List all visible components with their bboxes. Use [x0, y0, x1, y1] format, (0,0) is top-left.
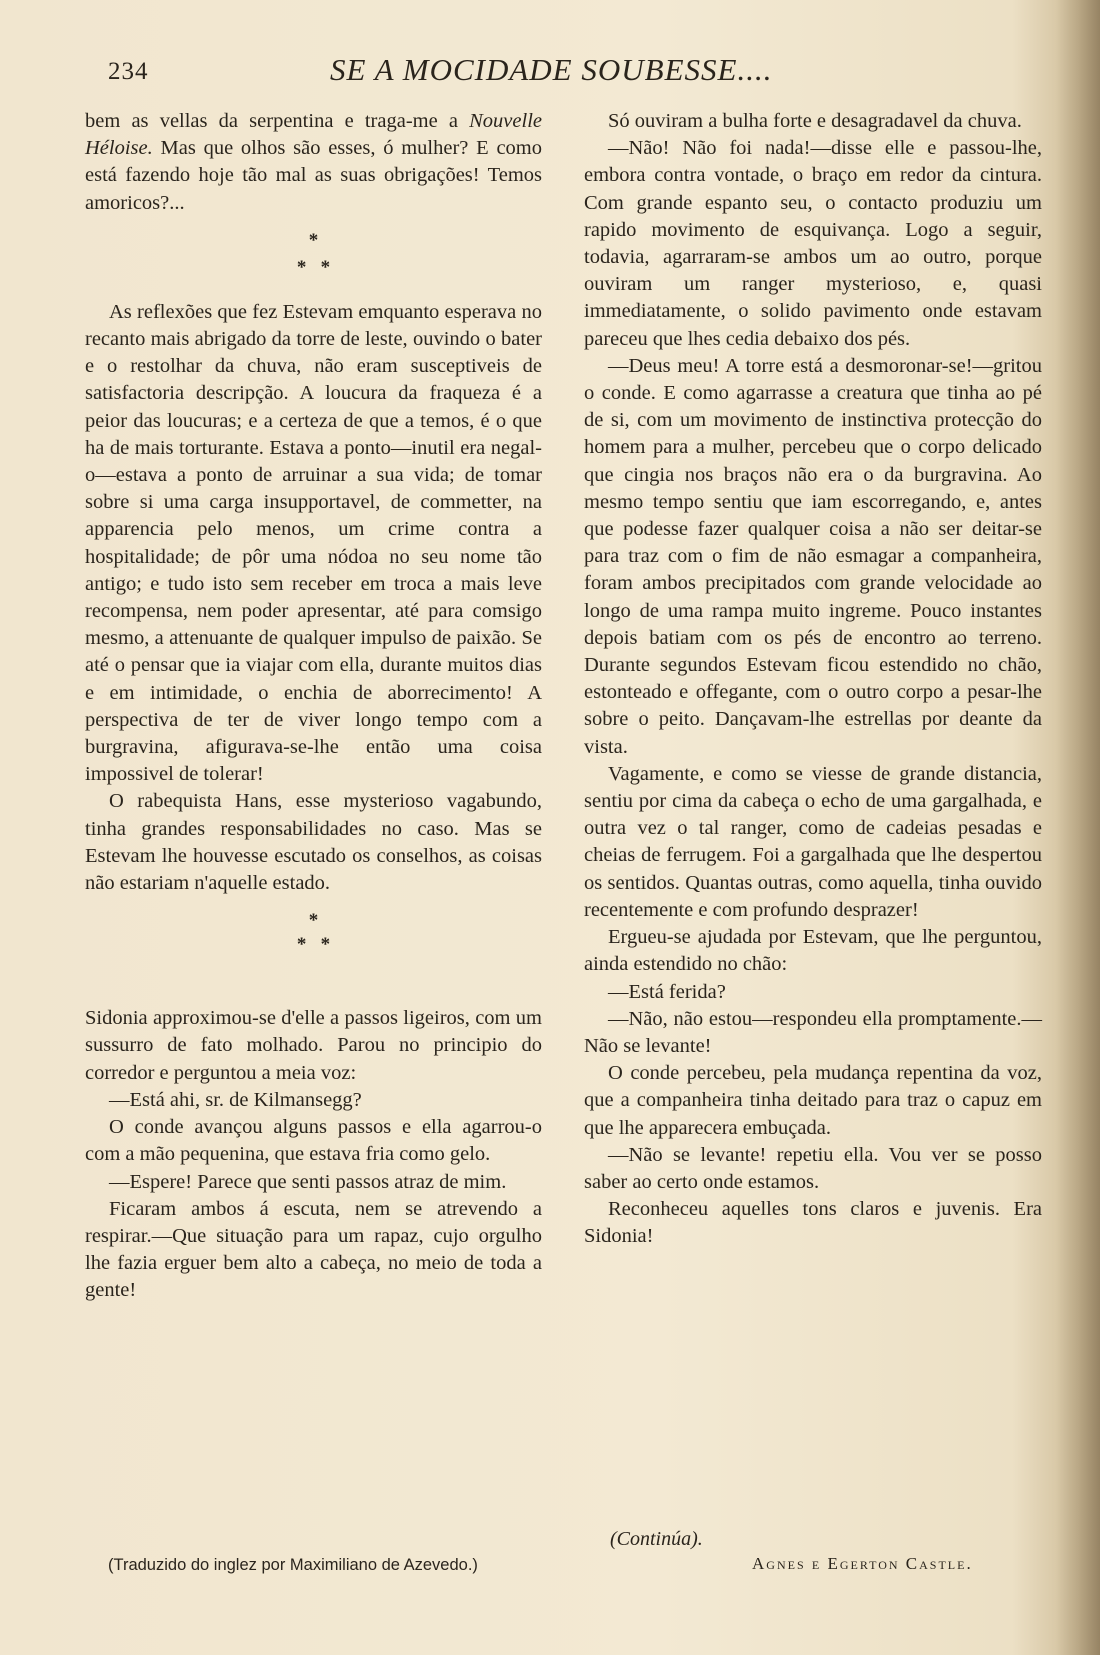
translation-note: (Traduzido do inglez por Maximiliano de Azevedo.) [108, 1556, 478, 1574]
page-number: 234 [108, 58, 149, 85]
running-title: SE A MOCIDADE SOUBESSE.... [330, 52, 773, 87]
paragraph: Reconheceu aquelles tons claros e juvenis. Era Sidonia! [584, 1198, 1042, 1248]
paragraph: —Deus meu! A torre está a desmoronar-se!—gritou o conde. E como agarrasse a creatura que tinha ao pé de si, com um movimento de instinctiva protecção do homem para a mulher, percebeu que o corpo delicado que cingia nos braços não era o da burgravina. Ao mesmo tempo sentiu que iam escorregando, e, antes que podesse fazer qualquer coisa a não ser deitar-se para traz com o fim de não esmagar a companheira, foram ambos precipitados com grande velocidade ao longo de uma rampa muito ingreme. Pouco instantes depois batiam com os pés de encontro ao terreno. Durante segundos Estevam ficou estendido no chão, estonteado e offegante, com o outro corpo a pesar-lhe sobre o peito. Dançavam-lhe estrellas por deante da vista. [584, 354, 1042, 758]
paragraph: Só ouviram a bulha forte e desagradavel da chuva. [608, 110, 1022, 132]
paragraph [85, 108, 542, 217]
paragraph: —Não! Não foi nada!—disse elle e passou-lhe, embora contra vontade, o braço em redor da cintura. Com grande espanto seu, o contacto produziu um rapido movimento de esquivança. Logo a seguir, todavia, agarraram-se ambos um ao outro, porque ouviram um ranger mysterioso, e, quasi immediatamente, o solido pavimento onde estavam pareceu que lhes cedia debaixo dos pés. [584, 137, 1042, 350]
page-edge-shadow [1056, 0, 1100, 1655]
section-separator [85, 217, 542, 299]
paragraph: —Está ferida? [608, 980, 726, 1003]
paragraph-text: bem as vellas da serpentina e traga-me a [85, 110, 470, 132]
asterism-bottom: * * [296, 934, 331, 956]
section-separator [85, 897, 542, 1005]
asterism-bottom: * * [296, 256, 331, 278]
paragraph: —Espere! Parece que senti passos atraz de mim. [109, 1170, 507, 1193]
continues-note: (Continúa). [610, 1528, 703, 1550]
book-title: Nouvelle Héloise. [85, 110, 542, 160]
asterism-top: * [308, 910, 319, 932]
paragraph: —Não, não estou—respondeu ella promptamente.—Não se levante! [584, 1007, 1042, 1057]
paragraph: Vagamente, e como se viesse de grande distancia, sentiu por cima da cabeça o echo de uma gargalhada, e outra vez o tal ranger, como de cadeias pesadas e cheias de ferrugem. Foi a gargalhada que lhe despertou os sentidos. Quantas outras, como aquella, tinha ouvido recentemente e com profundo desprazer! [584, 762, 1042, 921]
asterism-top: * [308, 229, 319, 251]
paragraph: As reflexões que fez Estevam emquanto esperava no recanto mais abrigado da torre de leste, ouvindo o bater e o restolhar da chuva, não eram susceptiveis de satisfactoria descripção. A loucura da fraqueza é a peior das loucuras; e a certeza de que a temos, é o que ha de mais torturante. Estava a ponto—inutil era negal-o—estava a ponto de arruinar a sua vida; de tomar sobre si uma carga insupportavel, de commetter, na apparencia pelo menos, um crime contra a hospitalidade; de pôr uma nódoa no seu nome tão antigo; e tudo isto sem receber em troca a mais leve recompensa, nem poder apresentar, até para comsigo mesmo, a attenuante de qualquer impulso de paixão. Se até o pensar que ia viajar com ella, durante muitos dias e em intimidade, o enchia de aborrecimento! A perspectiva de ter de viver longo tempo com a burgravina, afigurava-se-lhe então uma coisa impossivel de tolerar! [85, 300, 542, 786]
paragraph: Ficaram ambos á escuta, nem se atrevendo a respirar.—Que situação para um rapaz, cujo orgulho lhe fazia erguer bem alto a cabeça, no meio de toda a gente! [85, 1197, 542, 1302]
paragraph: Sidonia approximou-se d'elle a passos ligeiros, com um sussurro de fato molhado. Parou no principio do corredor e perguntou a meia voz: [85, 1007, 542, 1084]
author-signature: Agnes e Egerton Castle. [752, 1554, 973, 1573]
paragraph: —Está ahi, sr. de Kilmansegg? [109, 1088, 362, 1111]
paragraph: O conde percebeu, pela mudança repentina da voz, que a companheira tinha deitado para traz o capuz em que lhe apparecera embuçada. [584, 1062, 1042, 1139]
page-header [108, 52, 1008, 92]
paragraph-text: Mas que olhos são esses, ó mulher? E como está fazendo hoje tão mal as suas obrigações! Temos amoricos?... [85, 137, 542, 214]
paragraph: O rabequista Hans, esse mysterioso vagabundo, tinha grandes responsabilidades no caso. Mas se Estevam lhe houvesse escutado os conselhos, as coisas não estariam n'aquelle estado. [85, 790, 542, 895]
left-column [85, 108, 542, 1305]
paragraph: Ergueu-se ajudada por Estevam, que lhe perguntou, ainda estendido no chão: [584, 926, 1042, 976]
paragraph: —Não se levante! repetiu ella. Vou ver se posso saber ao certo onde estamos. [584, 1143, 1042, 1193]
right-column [584, 108, 1042, 1251]
paragraph: O conde avançou alguns passos e ella agarrou-o com a mão pequenina, que estava fria como gelo. [85, 1116, 542, 1166]
